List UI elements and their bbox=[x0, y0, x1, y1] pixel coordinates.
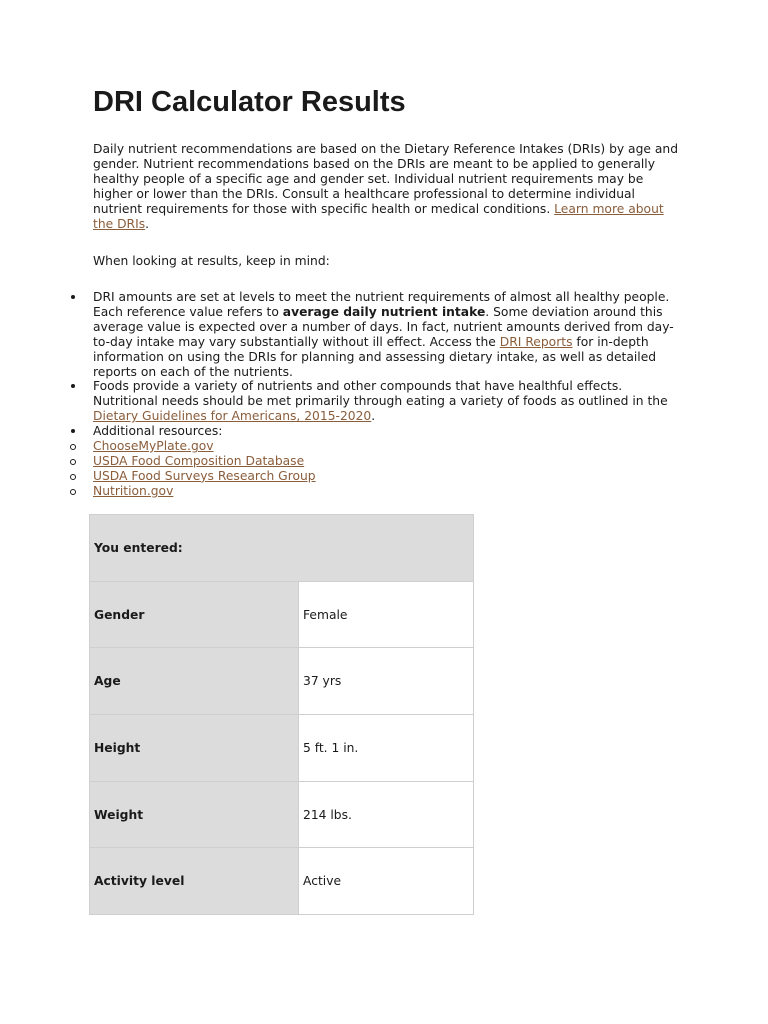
gender-label: Gender bbox=[90, 581, 299, 648]
table-row bbox=[90, 715, 474, 782]
keep-in-mind-text: When looking at results, keep in mind: bbox=[93, 254, 330, 268]
learn-more-dris-link[interactable]: Learn more about the DRIs bbox=[93, 201, 664, 231]
table-header-row bbox=[90, 515, 474, 582]
resource-item bbox=[93, 454, 678, 469]
list-item bbox=[93, 379, 678, 424]
choosemyplate-link[interactable]: ChooseMyPlate.gov bbox=[93, 439, 214, 454]
list-item bbox=[93, 290, 678, 379]
bullet2-text: Foods provide a variety of nutrients and other compounds that have healthful effects. Nutritional needs should be met primarily through eating a variety of foods as outlined in the bbox=[93, 379, 668, 409]
height-label: Height bbox=[90, 715, 299, 782]
dri-reports-link[interactable]: DRI Reports bbox=[499, 334, 573, 349]
bullet1-text-3: for in-depth information on using the DRIs for planning and assessing dietary intake, as well as detailed reports on each of the nutrients. bbox=[93, 334, 657, 379]
you-entered-header: You entered: bbox=[90, 515, 474, 582]
intro-text: Daily nutrient recommendations are based on the Dietary Reference Intakes (DRIs) by age and gender. Nutrient recommendations based on the DRIs are meant to be applied to generally healthy people of a specific age and gender set. Individual nutrient requirements may be higher or lower than the DRIs. Consult a healthcare professional to determine individual nutrient requirements for those with specific health or medical conditions. bbox=[93, 142, 679, 216]
table-row bbox=[90, 781, 474, 848]
bullet1-text-2: . Some deviation around this average value is expected over a number of days. In fact, nutrient amounts derived from day-to-day intake may vary substantially without ill effect. Access the bbox=[93, 304, 674, 349]
activity-level-value: Active bbox=[299, 848, 474, 915]
resource-item bbox=[93, 484, 678, 499]
resource-item bbox=[93, 439, 678, 454]
intro-end: . bbox=[145, 216, 150, 231]
table-row bbox=[90, 848, 474, 915]
activity-level-label: Activity level bbox=[90, 848, 299, 915]
additional-resources-text: Additional resources: bbox=[93, 424, 223, 439]
page-title: DRI Calculator Results bbox=[93, 86, 406, 118]
usda-food-composition-link[interactable]: USDA Food Composition Database bbox=[93, 453, 305, 468]
entered-values-table bbox=[89, 514, 474, 915]
table-row bbox=[90, 648, 474, 715]
intro-paragraph bbox=[93, 142, 678, 231]
table-row bbox=[90, 581, 474, 648]
resource-item bbox=[93, 469, 678, 484]
bullet1-bold-text: average daily nutrient intake bbox=[282, 304, 486, 319]
age-value: 37 yrs bbox=[299, 648, 474, 715]
gender-value: Female bbox=[299, 581, 474, 648]
usda-food-surveys-link[interactable]: USDA Food Surveys Research Group bbox=[93, 468, 316, 483]
weight-value: 214 lbs. bbox=[299, 781, 474, 848]
bullet1-text-1: DRI amounts are set at levels to meet the nutrient requirements of almost all healthy people. Each reference value refers to bbox=[93, 290, 670, 319]
bullet2-end: . bbox=[371, 409, 376, 424]
weight-label: Weight bbox=[90, 781, 299, 848]
dietary-guidelines-link[interactable]: Dietary Guidelines for Americans, 2015-2020 bbox=[93, 409, 372, 424]
nutrition-gov-link[interactable]: Nutrition.gov bbox=[93, 483, 174, 498]
height-value: 5 ft. 1 in. bbox=[299, 715, 474, 782]
list-item bbox=[93, 424, 678, 439]
age-label: Age bbox=[90, 648, 299, 715]
bullet-list bbox=[93, 290, 678, 499]
